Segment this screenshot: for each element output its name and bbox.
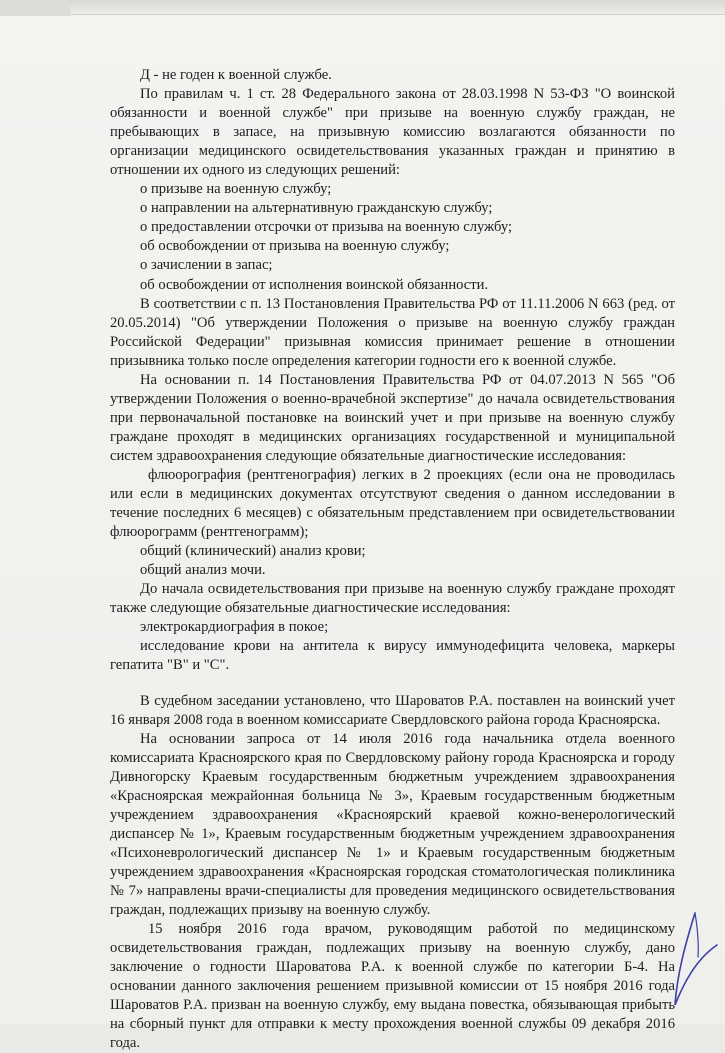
paragraph: В соответствии с п. 13 Постановления Правительства РФ от 11.11.2006 N 663 (ред. от 20.05.2014) "Об утверждении Положения о призыве на военную службу граждан Российской Федерации" призывная комиссия принимает решение в отношении призывника только после определения категории годности его к военной службе. (110, 295, 675, 369)
paragraph: о зачислении в запас; (140, 257, 273, 274)
paragraph-gap (110, 676, 675, 692)
paragraph: о предоставлении отсрочки от призыва на военную службу; (140, 219, 513, 236)
handwritten-signature-icon (655, 905, 720, 1010)
paragraph: Д - не годен к военной службе. (140, 67, 332, 83)
paper-top-edge (70, 0, 725, 15)
paragraph: электрокардиография в покое; (140, 619, 329, 636)
document-body (110, 66, 675, 1053)
paper-corner-shadow (0, 0, 70, 16)
paragraph: 15 ноября 2016 года врачом, руководящим работой по медицинскому освидетельствования граждан, подлежащих призыву на военную службу, дано заключение о годности Шароватова Р.А. к военной службе по категории Б-4. На основании данного заключения решением призывной комиссии от 15 ноября 2016 года Шароватов Р.А. призван на военную службу, ему выдана повестка, обязывающая прибыть на сборный пункт для отправки к месту прохождения военной службы 09 декабря 2016 года. (110, 921, 675, 1052)
paragraph: В судебном заседании установлено, что Шароватов Р.А. поставлен на воинский учет 16 января 2008 года в военном комиссариате Свердловского района города Красноярска. (110, 692, 675, 728)
paragraph: о призыве на военную службу; (140, 181, 332, 198)
paragraph: На основании п. 14 Постановления Правительства РФ от 04.07.2013 N 565 "Об утверждении Положения о военно-врачебной экспертизе" до начала освидетельствования при первоначальной постановке на воинский учет и при призыве на военную службу граждане проходят в медицинских организациях государственной и муниципальной систем здравоохранения следующие обязательные диагностические исследования: (110, 371, 675, 464)
paragraph: общий (клинический) анализ крови; (140, 543, 366, 560)
paragraph: По правилам ч. 1 ст. 28 Федерального закона от 28.03.1998 N 53-ФЗ "О воинской обязанности и военной службе" при призыве на военную службу граждан, не пребывающих в запасе, на призывную комиссию возлагаются обязанности по организации медицинского освидетельствования указанных граждан и принятию в отношении их одного из следующих решений: (110, 86, 675, 179)
paragraph: общий анализ мочи. (140, 562, 266, 579)
paragraph: об освобождении от исполнения воинской обязанности. (140, 276, 489, 293)
paragraph: о направлении на альтернативную гражданскую службу; (140, 200, 493, 217)
paragraph: До начала освидетельствования при призыве на военную службу граждане проходят также следующие обязательные диагностические исследования: (110, 581, 675, 617)
paragraph: об освобождении от призыва на военную службу; (140, 238, 450, 255)
paragraph: исследование крови на антитела к вирусу иммунодефицита человека, маркеры гепатита "В" и "С". (110, 638, 675, 674)
paragraph: На основании запроса от 14 июля 2016 года начальника отдела военного комиссариата Красноярского края по Свердловскому району города Красноярска и городу Дивногорску Краевым государственным бюджетным учреждением здравоохранения «Красноярская межрайонная больница № 3», Краевым государственным бюджетным учреждением здравоохранения «Красноярский краевой кожно-венерологический диспансер № 1», Краевым государственным бюджетным учреждением здравоохранения «Психоневрологический диспансер № 1» и Краевым государственным бюджетным учреждением здравоохранения «Красноярская городская стоматологическая поликлиника № 7» направлены врачи-специалисты для проведения медицинского освидетельствования граждан, подлежащих призыву на военную службу. (110, 730, 675, 919)
paragraph: флюорография (рентгенография) легких в 2 проекциях (если она не проводилась или если в медицинских документах отсутствуют сведения о данном исследовании в течение последних 6 месяцев) с обязательным представлением при освидетельствовании флюорограмм (рентгенограмм); (110, 466, 675, 541)
